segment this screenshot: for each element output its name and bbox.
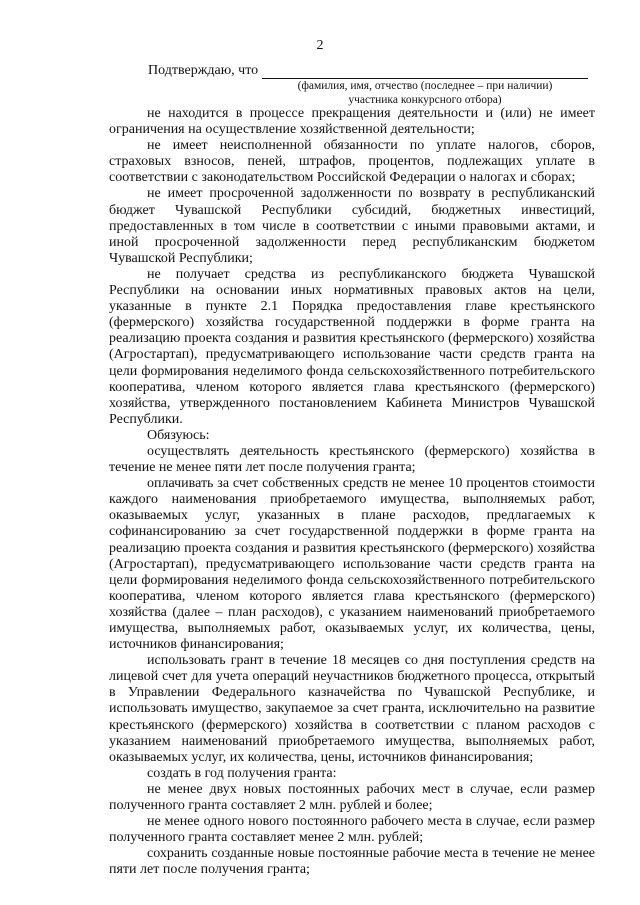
- document-body: [109, 106, 595, 879]
- page-number: 2: [316, 38, 324, 53]
- paragraph-grant-usage: использовать грант в течение 18 месяцев со дня поступления средств на лицевой счет для учета операций неучастников бюджетного процесса, открытый в Управлении Федерального казначейства по Чувашской Республике, и использовать имущество, закупаемое за счет гранта, исключительно на развитие крестьянского (фермерского) хозяйства в соответствии с планом расходов с указанием наименований приобретаемого имущества, выполняемых работ, оказываемых услуг, их количества, цены, источников финансирования;: [109, 653, 595, 765]
- paragraph-obligations-heading: Обязуюсь:: [147, 427, 210, 443]
- paragraph-no-other-funds: не получает средства из республиканского бюджета Чувашской Республики на основании иных нормативных правовых актов на цели, указанные в пункте 2.1 Порядка предоставления главе крестьянского (фермерского) хозяйства государственной поддержки в форме гранта на реализацию проекта создания и развития крестьянского (фермерского) хозяйства (Агростартап), предусматривающего использование части средств гранта на цели формирования неделимого фонда сельскохозяйственного потребительского кооператива, членом которого является глава крестьянского (фермерского) хозяйства, утвержденного постановлением Кабинета Министров Чувашской Республики.: [109, 266, 595, 427]
- confirm-label: Подтверждаю, что: [148, 63, 259, 78]
- paragraph-create-jobs: создать в год получения гранта:: [147, 765, 337, 781]
- paragraph-one-job: не менее одного нового постоянного рабочего места в случае, если размер полученного гранта составляет менее 2 млн. рублей;: [109, 814, 595, 846]
- name-hint-line-2: участника конкурсного отбора): [348, 94, 502, 106]
- paragraph-two-jobs: не менее двух новых постоянных рабочих мест в случае, если размер полученного гранта составляет 2 млн. рублей и более;: [109, 781, 595, 814]
- name-fill-line: [262, 78, 588, 79]
- paragraph-keep-jobs: сохранить созданные новые постоянные рабочие места в течение не менее пяти лет после получения гранта;: [109, 846, 595, 878]
- paragraph-not-liquidating: не находится в процессе прекращения деятельности и (или) не имеет ограничения на осуществление хозяйственной деятельности;: [109, 106, 595, 138]
- name-hint-line-1: (фамилия, имя, отчество (последнее – при наличии): [297, 80, 553, 92]
- paragraph-no-tax-debt: не имеет неисполненной обязанности по уплате налогов, сборов, страховых взносов, пеней, штрафов, процентов, подлежащих уплате в соответствии с законодательством Российской Федерации о налогах и сборах;: [109, 138, 595, 186]
- paragraph-no-budget-debt: не имеет просроченной задолженности по возврату в республиканский бюджет Чувашской Республики субсидий, бюджетных инвестиций, предоставленных в том числе в соответствии с иными правовыми актами, и иной просроченной задолженности перед республиканским бюджетом Чувашской Республики;: [109, 186, 595, 266]
- paragraph-cofinancing: оплачивать за счет собственных средств не менее 10 процентов стоимости каждого наименования приобретаемого имущества, выполняемых работ, оказываемых услуг, указанных в плане расходов, предлагаемых к софинансированию за счет государственной поддержки в форме гранта на реализацию проекта создания и развития крестьянского (фермерского) хозяйства (Агростартап), предусматривающего использование части средств гранта на цели формирования неделимого фонда сельскохозяйственного потребительского кооператива, членом которого является глава крестьянского (фермерского) хозяйства (далее – план расходов), с указанием наименований приобретаемого имущества, выполняемых работ, оказываемых услуг, их количества, цены, источников финансирования;: [109, 476, 595, 653]
- paragraph-five-years-activity: осуществлять деятельность крестьянского (фермерского) хозяйства в течение не менее пяти лет после получения гранта;: [109, 443, 595, 476]
